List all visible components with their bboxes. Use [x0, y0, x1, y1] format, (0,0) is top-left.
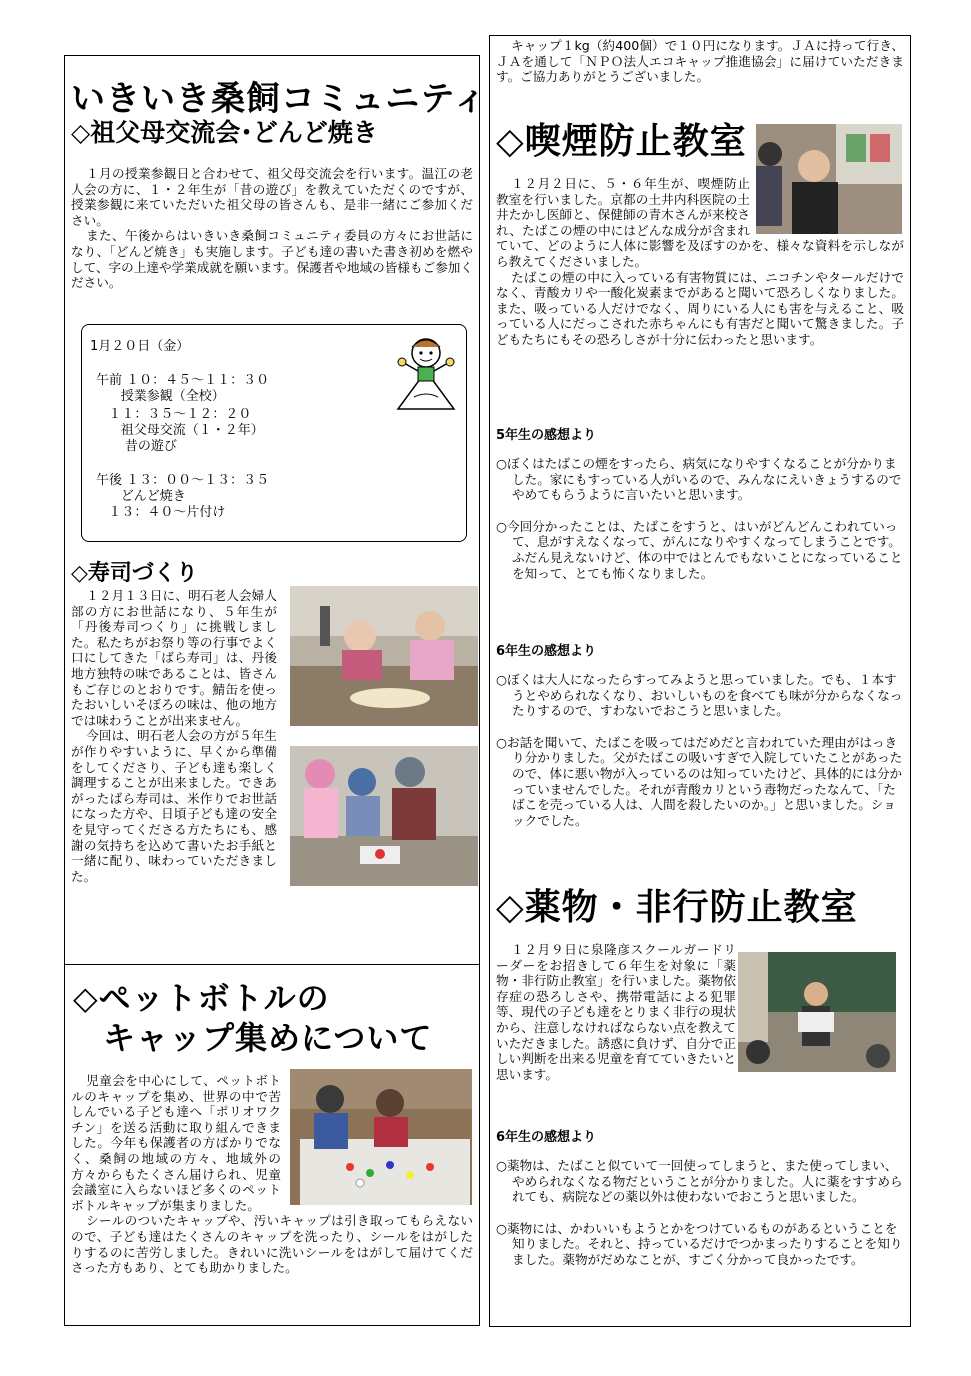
schedule-date: 1月２０日（金） — [90, 339, 190, 354]
list-item: ○ぼくはたばこの煙をすったら、病気になりやすくなることが分かりました。家にもすっている人がいるので、みんなにえいきょうするのでやめてもらうように言いたいと思います。 — [496, 456, 902, 503]
drugs-body — [496, 942, 904, 1082]
paragraph: １２月９日に泉隆彦スクールガードリーダーをお招きして６年生を対象に「薬物・非行防止教室」を行いました。薬物依存症の恐ろしさや、携帯電話による犯罪等、現代の子ども達をとりまく非行の現状から、注意しなければならない点を教えていただきました。誘惑に負けず、自分で正しい判断を出来る児童を育てていきたいと思います。 — [496, 942, 736, 1082]
list-item: ○今回分かったことは、たばこをすうと、はいがどんどんこわれていって、息がすえなくなって、がんになりやすくなってしまうことです。ふだん見えないけど、体の中ではとんでもないことになっていることを知って、とても怖くなりました。 — [496, 518, 903, 581]
smoking-grade6-list — [496, 672, 904, 828]
paragraph: たばこの煙の中に入っている有害物質には、ニコチンやタールだけでなく、青酸カリや一酸化炭素までがあると聞いて恐ろしくなりました。また、吸っている人だけでなく、周りにいる人にも害を与えること、吸っている人にだっこされた赤ちゃんにも有害だと聞いて驚きました。子どもたちにもその恐ろしさが十分に伝わったと思います。 — [496, 269, 904, 347]
smoking-grade6-heading: 6年生の感想より — [496, 644, 597, 659]
mascot-illustration — [390, 331, 462, 411]
caps-body — [71, 1073, 473, 1276]
photo-spacer — [736, 942, 904, 1068]
list-item: ○ぼくは大人になったらすってみようと思っていました。でも、１本すうとやめられなくなり、おいしいものを食べても味が分からなくなったりするので、すわないでおこうと思いました。 — [496, 672, 903, 719]
caps-title-line1: ◇ペットボトルの — [73, 979, 330, 1017]
paragraph: １２月２日に、５・６年生が、喫煙防止教室を行いました。京都の土井内科医院の土井たかし医師と、保健師の青木さんが来校され、たばこの煙の中にはどんな成分が含まれていて、どのように人体に影響を及ぼすのかを、様々な資料を示しながら教えてくださいました。 — [496, 176, 904, 269]
drugs-grade6-heading: 6年生の感想より — [496, 1130, 597, 1145]
sushi-title: ◇寿司づくり — [71, 561, 198, 586]
smoking-title: ◇喫煙防止教室 — [496, 121, 747, 162]
community-title: いきいき桑飼コミュニティ — [71, 79, 488, 119]
photo-spacer — [750, 176, 904, 232]
drugs-grade6-list — [496, 1158, 904, 1268]
schedule-line: 授業参観（全校） — [96, 389, 225, 404]
smoking-body — [496, 176, 904, 348]
left-column-bottom — [64, 964, 480, 1326]
paragraph: １２月１３日に、明石老人会婦人部の方にお世話になり、５年生が「丹後寿司つくり」に挑戦しました。私たちがお祭り等の行事でよく口にしてきた「ばら寿司」は、丹後地方独特の味であることは、皆さんもご存じのとおりです。鯖缶を使ったおいしいそぼろの味は、他の地方では味わうことが出来ません。 — [71, 588, 277, 728]
caps-title-line2: キャップ集めについて — [103, 1019, 433, 1057]
list-item: ○お話を聞いて、たばこを吸ってはだめだと言われていた理由がはっきり分かりました。父がたばこの吸いすぎで入院していたことがあったので、体に悪い物が入っているのは知っていたけど、具体的には分かっていませんでした。それが青酸カリという毒物だったなんて、「たばこを売っている人は、人間を殺したいのか。」と思いました。ショックでした。 — [496, 734, 903, 828]
caps-continued — [496, 38, 904, 85]
right-column — [489, 35, 911, 1327]
sushi-body — [71, 588, 473, 888]
schedule-line: １３：４０～片付け — [96, 505, 226, 520]
smoking-grade5-list — [496, 456, 904, 581]
paragraph: シールのついたキャップや、汚いキャップは引き取ってもらえないので、子ども達はたくさんのキャップを洗ったり、シールをはがしたりするのに苦労しました。きれいに洗いシールをはがして届けてくださった方もあり、とても助かりました。 — [71, 1213, 473, 1276]
community-body — [71, 166, 473, 291]
paragraph: キャップ１kg（約400個）で１０円になります。ＪＡに持って行き、ＪＡを通して「ＮＰＯ法人エコキャップ推進協会」に届けていただきます。ご協力ありがとうございました。 — [496, 38, 904, 85]
list-item: ○薬物は、たばこと似ていて一回使ってしまうと、また使ってしまい、やめられなくなる物だということが分かりました。人に薬をすすめられても、病院などの薬以外は使わないでおこうと思いました。 — [496, 1158, 903, 1205]
photo-spacer — [277, 588, 473, 888]
schedule-line: 午後 １３：００～１３：３５ — [96, 473, 270, 488]
left-column-top — [64, 55, 488, 965]
schedule-line: どんど焼き — [96, 489, 186, 504]
schedule-line: １１：３５～１２：２０ — [96, 407, 252, 422]
schedule-line: 午前 １０：４５～１１：３０ — [96, 373, 270, 388]
paragraph: また、午後からはいきいき桑飼コミュニティ委員の方々にお世話になり、「どんど焼き」も実施します。子ども達の書いた書き初めを燃やして、字の上達や学業成就を願います。保護者や地域の皆様もご参加ください。 — [71, 228, 473, 291]
schedule-line: 昔の遊び — [96, 439, 177, 454]
schedule-box — [81, 324, 467, 542]
photo-spacer — [281, 1073, 473, 1205]
paragraph: １月の授業参観日と合わせて、祖父母交流会を行います。温江の老人会の方に、１・２年生が「昔の遊び」を教えていただくのですが、授業参観に来ていただいた祖父母の皆さんも、是非一緒にご参加ください。 — [71, 166, 473, 228]
paragraph: 児童会を中心にして、ペットボトルのキャップを集め、世界の中で苦しんでいる子ども達へ「ポリオワクチン」を送る活動に取り組んできました。今年も保護者の方ばかりでなく、桑飼の地域の方々、地域外の方々からもたくさん届けられ、児童会議室に入らないほど多くのペットボトルキャップが集まりました。 — [71, 1073, 281, 1213]
drugs-title: ◇薬物・非行防止教室 — [496, 887, 858, 928]
paragraph: 今回は、明石老人会の方が５年生が作りやすいように、早くから準備をしてくださり、子ども達も楽しく調理することが出来ました。できあがったばら寿司は、米作りでお世話になった方や、日頃子ども達の安全を見守ってくださる方たちにも、感謝の気持ちを込めて書いたお手紙と一緒に配り、味わっていただきました。 — [71, 728, 277, 884]
community-subtitle: ◇祖父母交流会･どんど焼き — [71, 118, 378, 147]
list-item: ○薬物には、かわいいもようとかをつけているものがあるということを知りました。それと、持っているだけでつかまったりすることを知りました。薬物がだめなことが、すごく分かって良かったです。 — [496, 1220, 903, 1267]
schedule-line: 祖父母交流（１・２年） — [96, 423, 264, 438]
smoking-grade5-heading: 5年生の感想より — [496, 428, 597, 443]
